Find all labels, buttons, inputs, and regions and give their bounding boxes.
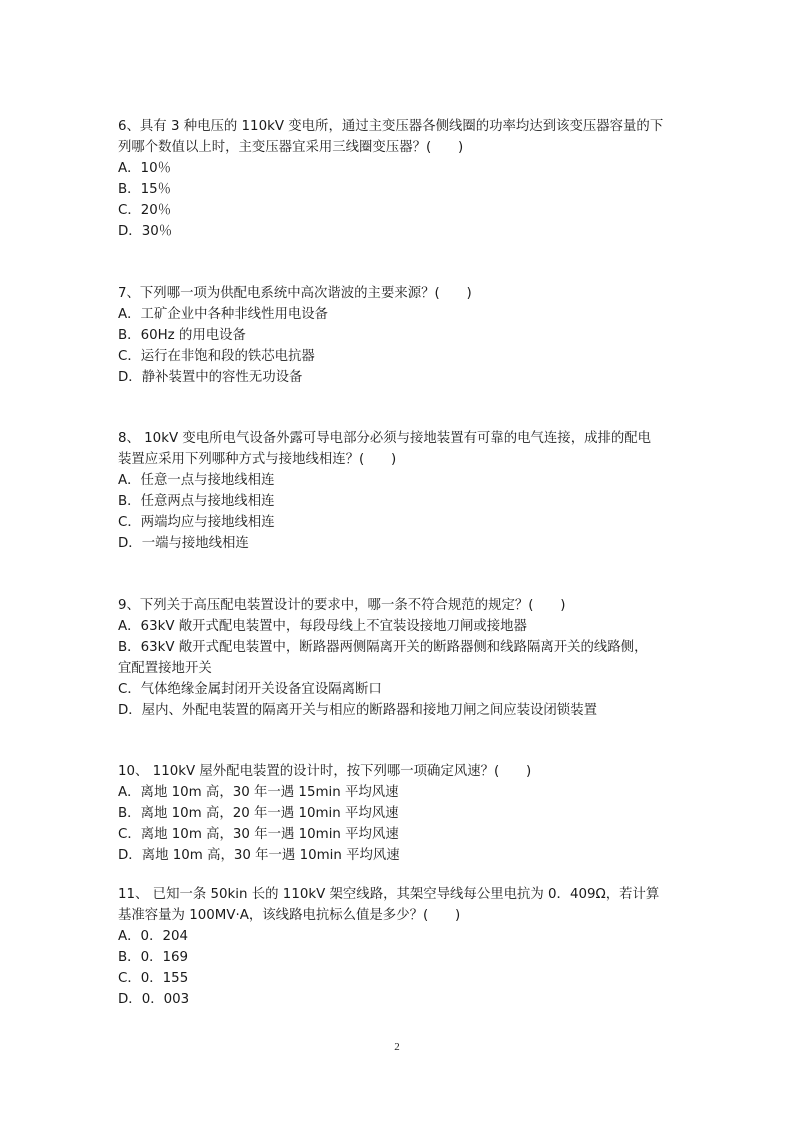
question-7 xyxy=(118,283,678,388)
option-b: B．0．169 xyxy=(118,950,189,965)
option-c: C．离地 10m 高，30 年一遇 10min 平均风速 xyxy=(118,827,399,842)
stem-line: 列哪个数值以上时，主变压器宜采用三线圈变压器？( ) xyxy=(118,140,464,155)
option-c: C．运行在非饱和段的铁芯电抗器 xyxy=(118,349,315,364)
question-stem xyxy=(118,884,678,926)
stem-line: 11、 已知一条 50kin 长的 110kV 架空线路，其架空导线每公里电抗为 0．409Ω，若计算 xyxy=(118,887,660,902)
option-b: B．60Hz 的用电设备 xyxy=(118,328,246,343)
question-10 xyxy=(118,761,678,866)
stem-line: 6、具有 3 种电压的 110kV 变电所，通过主变压器各侧线圈的功率均达到该变压器容量的下 xyxy=(118,119,664,134)
option-b-continued: 宜配置接地开关 xyxy=(118,661,212,676)
question-11 xyxy=(118,884,678,1010)
option-a: A．工矿企业中各种非线性用电设备 xyxy=(118,307,329,322)
option-c: C．气体绝缘金属封闭开关设备宜设隔离断口 xyxy=(118,682,382,697)
question-stem xyxy=(118,428,678,470)
stem-line: 9、下列关于高压配电装置设计的要求中，哪一条不符合规范的规定？( ) xyxy=(118,598,566,613)
question-9 xyxy=(118,595,678,721)
question-8 xyxy=(118,428,678,554)
option-a: A．任意一点与接地线相连 xyxy=(118,473,275,488)
stem-line: 7、下列哪一项为供配电系统中高次谐波的主要来源？( ) xyxy=(118,286,472,301)
option-d: D．静补装置中的容性无功设备 xyxy=(118,370,303,385)
stem-line: 10、 110kV 屋外配电装置的设计时，按下列哪一项确定风速？( ) xyxy=(118,764,532,779)
option-d: D．一端与接地线相连 xyxy=(118,536,249,551)
option-d: D．30％ xyxy=(118,224,173,239)
question-stem xyxy=(118,761,678,782)
option-b: B．离地 10m 高，20 年一遇 10min 平均风速 xyxy=(118,806,399,821)
question-stem xyxy=(118,595,678,616)
option-a: A．0．204 xyxy=(118,929,189,944)
stem-line: 8、 10kV 变电所电气设备外露可导电部分必须与接地装置有可靠的电气连接，成排的配电 xyxy=(118,431,652,446)
question-stem xyxy=(118,283,678,304)
stem-line: 基准容量为 100MV·A，该线路电抗标么值是多少？( ) xyxy=(118,908,461,923)
option-d: D．屋内、外配电装置的隔离开关与相应的断路器和接地刀闸之间应装设闭锁装置 xyxy=(118,703,597,718)
option-d: D．0．003 xyxy=(118,992,190,1007)
option-d: D．离地 10m 高，30 年一遇 10min 平均风速 xyxy=(118,848,400,863)
option-c: C．0．155 xyxy=(118,971,189,986)
option-a: A．离地 10m 高，30 年一遇 15min 平均风速 xyxy=(118,785,399,800)
question-stem xyxy=(118,116,678,158)
option-c: C．20％ xyxy=(118,203,172,218)
option-b: B．15％ xyxy=(118,182,172,197)
option-b: B．63kV 敞开式配电装置中，断路器两侧隔离开关的断路器侧和线路隔离开关的线路侧， xyxy=(118,640,648,655)
stem-line: 装置应采用下列哪种方式与接地线相连？( ) xyxy=(118,452,397,467)
page-number: 2 xyxy=(394,1041,400,1053)
option-a: A．10％ xyxy=(118,161,171,176)
option-b: B．任意两点与接地线相连 xyxy=(118,494,275,509)
option-a: A．63kV 敞开式配电装置中，每段母线上不宜装设接地刀闸或接地器 xyxy=(118,619,527,634)
option-c: C．两端均应与接地线相连 xyxy=(118,515,275,530)
question-6 xyxy=(118,116,678,242)
